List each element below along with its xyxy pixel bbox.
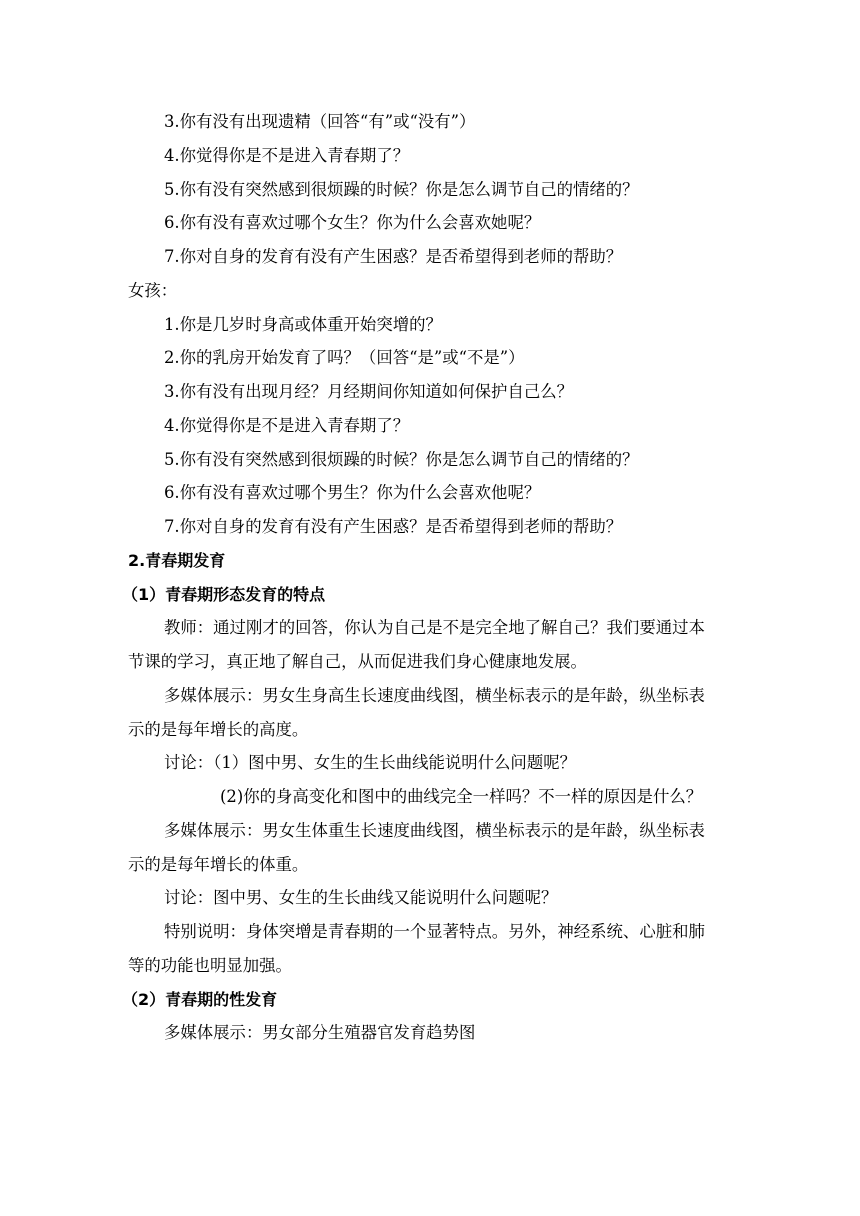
- boy-question-4: 4.你觉得你是不是进入青春期了？: [164, 146, 410, 165]
- paragraph-teacher: 教师：通过刚才的回答，你认为自己是不是完全地了解自己？我们要通过本: [164, 618, 705, 637]
- paragraph-organ-chart: 多媒体展示：男女部分生殖器官发育趋势图: [164, 1023, 476, 1042]
- paragraph-teacher-cont: 节课的学习，真正地了解自己，从而促进我们身心健康地发展。: [128, 652, 587, 671]
- boy-question-7: 7.你对自身的发育有没有产生困惑？是否希望得到老师的帮助？: [164, 247, 623, 266]
- section-heading: 2.青春期发育: [128, 551, 226, 570]
- discussion-1: 讨论：（1）图中男、女生的生长曲线能说明什么问题呢？: [164, 753, 576, 772]
- girl-question-2: 2.你的乳房开始发育了吗？（回答“是”或“不是”）: [164, 348, 525, 367]
- subsection-heading-2: （2）青春期的性发育: [122, 990, 278, 1009]
- girl-question-7: 7.你对自身的发育有没有产生困惑？是否希望得到老师的帮助？: [164, 517, 623, 536]
- paragraph-height-chart-cont: 示的是每年增长的高度。: [128, 720, 309, 739]
- discussion-3: 讨论：图中男、女生的生长曲线又能说明什么问题呢？: [164, 888, 558, 907]
- paragraph-special-note: 特别说明：身体突增是青春期的一个显著特点。另外，神经系统、心脏和肺: [164, 922, 705, 941]
- boy-question-3: 3.你有没有出现遗精（回答“有”或“没有”）: [164, 112, 476, 131]
- boy-question-6: 6.你有没有喜欢过哪个女生？你为什么会喜欢她呢？: [164, 213, 541, 232]
- boy-question-5: 5.你有没有突然感到很烦躁的时候？你是怎么调节自己的情绪的？: [164, 180, 639, 199]
- subsection-heading-1: （1）青春期形态发育的特点: [122, 585, 326, 604]
- girl-question-6: 6.你有没有喜欢过哪个男生？你为什么会喜欢他呢？: [164, 483, 541, 502]
- girl-question-5: 5.你有没有突然感到很烦躁的时候？你是怎么调节自己的情绪的？: [164, 450, 639, 469]
- paragraph-height-chart: 多媒体展示：男女生身高生长速度曲线图，横坐标表示的是年龄，纵坐标表: [164, 686, 705, 705]
- girl-question-1: 1.你是几岁时身高或体重开始突增的？: [164, 315, 442, 334]
- paragraph-special-note-cont: 等的功能也明显加强。: [128, 956, 292, 975]
- girls-label: 女孩：: [128, 281, 178, 300]
- girl-question-4: 4.你觉得你是不是进入青春期了？: [164, 416, 410, 435]
- girl-question-3: 3.你有没有出现月经？月经期间你知道如何保护自己么？: [164, 382, 574, 401]
- paragraph-weight-chart: 多媒体展示：男女生体重生长速度曲线图，横坐标表示的是年龄，纵坐标表: [164, 821, 705, 840]
- discussion-2: (2)你的身高变化和图中的曲线完全一样吗？不一样的原因是什么？: [220, 787, 703, 806]
- paragraph-weight-chart-cont: 示的是每年增长的体重。: [128, 855, 309, 874]
